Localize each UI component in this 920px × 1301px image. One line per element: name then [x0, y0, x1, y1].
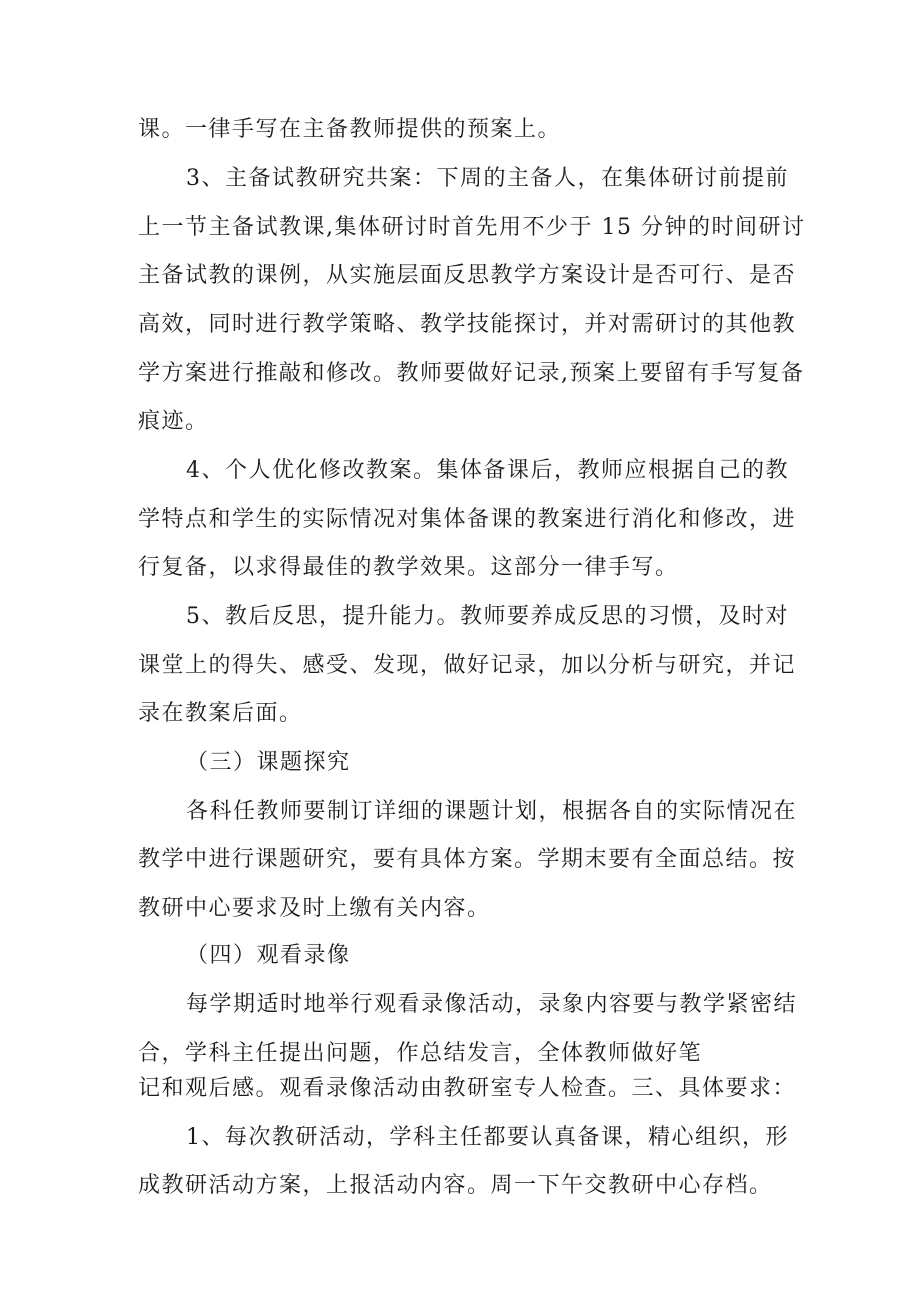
paragraph-item-4: 4、个人优化修改教案。集体备课后，教师应根据自己的教	[186, 458, 789, 483]
text-line: 学特点和学生的实际情况对集体备课的教案进行消化和修改，进	[138, 507, 797, 532]
text-line: 行复备，以求得最佳的教学效果。这部分一律手写。	[138, 555, 679, 580]
text-line: 教研中心要求及时上缴有关内容。	[138, 896, 491, 921]
text-line: 上一节主备试教课,集体研讨时首先用不少于 15 分钟的时间研讨	[138, 215, 806, 240]
text-line: 合，学科主任提出问题，作总结发言，全体教师做好笔	[138, 1041, 703, 1066]
paragraph-item-1: 1、每次教研活动，学科主任都要认真备课，精心组织，形	[186, 1125, 789, 1150]
text-line: 录在教案后面。	[138, 701, 303, 726]
text-line: 课。一律手写在主备教师提供的预案上。	[138, 117, 562, 142]
text-line: 课堂上的得失、感受、发现，做好记录，加以分析与研究，并记	[138, 653, 797, 678]
text-line: 教学中进行课题研究，要有具体方案。学期末要有全面总结。按	[138, 847, 797, 872]
paragraph-start: 各科任教师要制订详细的课题计划，根据各自的实际情况在	[186, 799, 798, 824]
paragraph-start: 每学期适时地举行观看录像活动，录象内容要与教学紧密结	[186, 992, 798, 1017]
section-heading-4: （四）观看录像	[186, 943, 351, 968]
text-line: 学方案进行推敲和修改。教师要做好记录,预案上要留有手写复备	[138, 361, 805, 386]
text-line: 痕迹。	[138, 409, 209, 434]
text-line: 成教研活动方案，上报活动内容。周一下午交教研中心存档。	[138, 1173, 773, 1198]
text-line: 主备试教的课例，从实施层面反思教学方案设计是否可行、是否	[138, 263, 797, 288]
section-heading-3: （三）课题探究	[186, 750, 351, 775]
paragraph-item-5: 5、教后反思，提升能力。教师要养成反思的习惯，及时对	[186, 604, 789, 629]
paragraph-item-3: 3、主备试教研究共案：下周的主备人，在集体研讨前提前	[186, 166, 789, 191]
text-line: 高效，同时进行教学策略、教学技能探讨，并对需研讨的其他教	[138, 312, 797, 337]
text-line: 记和观后感。观看录像活动由教研室专人检查。三、具体要求：	[138, 1076, 797, 1101]
